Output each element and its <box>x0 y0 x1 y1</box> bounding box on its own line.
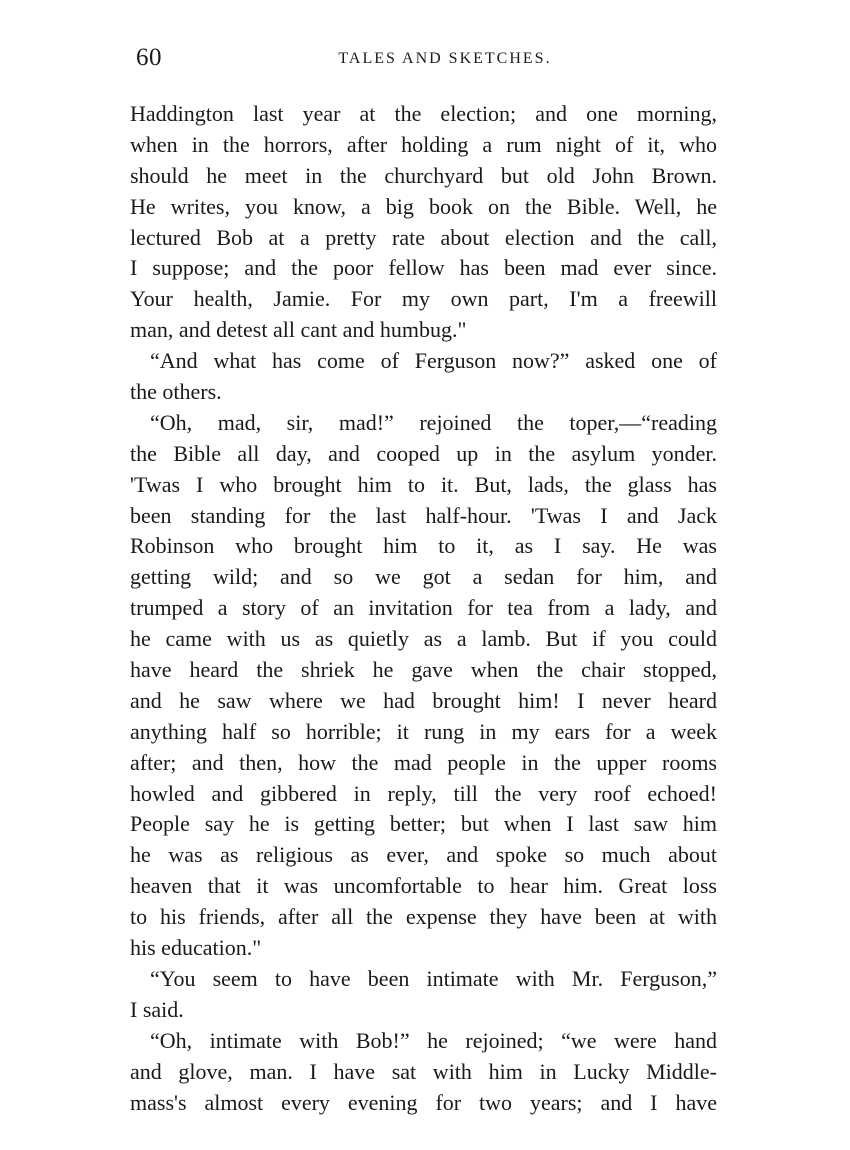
text-line: “And what has come of Ferguson now?” asked one of <box>150 348 717 374</box>
text-line: “You seem to have been intimate with Mr. Ferguson,” <box>150 965 717 991</box>
text-line: howled and gibbered in reply, till the very roof echoed! <box>130 780 717 806</box>
text-line: He writes, you know, a big book on the Bible. Well, he <box>130 193 717 219</box>
text-line: Haddington last year at the election; and one morning, <box>130 101 717 126</box>
text-line: Robinson who brought him to it, as I say. He was <box>130 533 717 559</box>
text-line: been standing for the last half-hour. 'Twas I and Jack <box>130 502 717 528</box>
running-head: TALES AND SKETCHES. <box>338 50 552 67</box>
text-line: trumped a story of an invitation for tea from a lady, and <box>130 595 717 621</box>
text-line: People say he is getting better; but when I last saw him <box>130 811 717 837</box>
text-line: I suppose; and the poor fellow has been mad ever since. <box>130 255 717 281</box>
text-line: heaven that it was uncomfortable to hear him. Great loss <box>130 873 717 899</box>
text-line: and glove, man. I have sat with him in Lucky Middle- <box>130 1058 717 1084</box>
text-line: Your health, Jamie. For my own part, I'm a freewill <box>130 286 717 312</box>
body-text <box>130 99 717 1118</box>
page-header <box>130 44 720 80</box>
text-line: “Oh, mad, sir, mad!” rejoined the toper,—“reading <box>150 409 717 435</box>
text-line: lectured Bob at a pretty rate about election and the call, <box>130 224 717 250</box>
text-line: his education." <box>130 935 262 961</box>
page-number: 60 <box>136 44 162 71</box>
text-line: he was as religious as ever, and spoke so much about <box>130 842 717 868</box>
text-line: after; and then, how the mad people in the upper rooms <box>130 749 717 775</box>
text-line: he came with us as quietly as a lamb. But if you could <box>130 626 717 652</box>
text-line: have heard the shriek he gave when the chair stopped, <box>130 657 717 683</box>
text-line: and he saw where we had brought him! I never heard <box>130 687 717 713</box>
text-line: “Oh, intimate with Bob!” he rejoined; “we were hand <box>150 1027 717 1053</box>
text-line: mass's almost every evening for two years; and I have <box>130 1089 717 1115</box>
text-line: man, and detest all cant and humbug." <box>130 317 467 343</box>
text-line: when in the horrors, after holding a rum night of it, who <box>130 131 717 157</box>
text-line: the others. <box>130 379 222 405</box>
text-line: I said. <box>130 996 184 1022</box>
text-line: 'Twas I who brought him to it. But, lads, the glass has <box>130 471 717 497</box>
text-line: the Bible all day, and cooped up in the asylum yonder. <box>130 440 717 466</box>
text-line: anything half so horrible; it rung in my ears for a week <box>130 718 717 744</box>
text-line: to his friends, after all the expense they have been at with <box>130 904 717 930</box>
text-line: should he meet in the churchyard but old John Brown. <box>130 162 717 188</box>
text-line: getting wild; and so we got a sedan for him, and <box>130 564 717 590</box>
